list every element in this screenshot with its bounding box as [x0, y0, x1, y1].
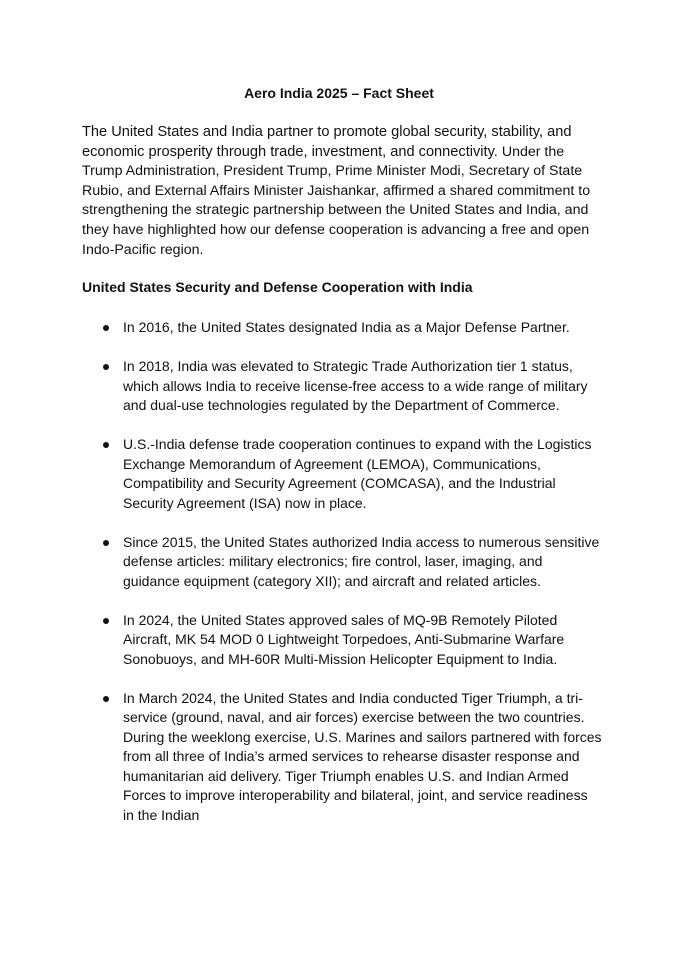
bullet-text: In March 2024, the United States and India conducted Tiger Triumph, a tri-service (ground, naval, and air forces) exercise between the two countries. During the weeklong exercise, U.S. Marines and sailors partnered with forces from all three of India’s armed services to rehearse disaster response and humanitarian aid delivery. Tiger Triumph enables U.S. and Indian Armed Forces to improve interoperability and bilateral, joint, and service readiness in the Indian	[123, 689, 602, 823]
bullet-item	[82, 357, 602, 416]
bullet-dot-icon	[103, 325, 109, 331]
bullet-dot-icon	[103, 364, 109, 370]
bullet-dot-icon	[103, 540, 109, 546]
intro-paragraph	[82, 123, 602, 260]
section-heading: United States Security and Defense Cooperation with India	[82, 279, 473, 295]
bullet-text: Since 2015, the United States authorized India access to numerous sensitive defense articles: military electronics; fire control, laser, imaging, and guidance equipment (category XII); and aircraft and related articles.	[123, 533, 600, 589]
bullet-item	[82, 533, 602, 592]
bullet-list	[82, 318, 602, 845]
bullet-item	[82, 689, 602, 826]
bullet-item	[82, 318, 602, 338]
bullet-text: In 2016, the United States designated India as a Major Defense Partner.	[123, 319, 570, 335]
bullet-item	[82, 611, 602, 670]
bullet-dot-icon	[103, 442, 109, 448]
bullet-text: U.S.-India defense trade cooperation continues to expand with the Logistics Exchange Memorandum of Agreement (LEMOA), Communications, Compatibility and Security Agreement (COMCASA), and the Industrial Security Agreement (ISA) now in place.	[123, 436, 592, 511]
page-title: Aero India 2025 – Fact Sheet	[244, 85, 434, 101]
bullet-text: In 2018, India was elevated to Strategic Trade Authorization tier 1 status, which allows India to receive license-free access to a wide range of military and dual-use technologies regulated by the Department of Commerce.	[123, 358, 588, 413]
bullet-text: In 2024, the United States approved sales of MQ-9B Remotely Piloted Aircraft, MK 54 MOD 0 Lightweight Torpedoes, Anti-Submarine Warfare Sonobuoys, and MH-60R Multi-Mission Helicopter Equipment to India.	[123, 611, 565, 667]
bullet-dot-icon	[103, 696, 109, 702]
bullet-item	[82, 435, 602, 513]
bullet-dot-icon	[103, 618, 109, 624]
intro-body-text: Under the Trump Administration, President Trump, Prime Minister Modi, Secretary of State Rubio, and External Affairs Minister Jaishankar, affirmed a shared commitment to strengthening the strategic partnership between the United States and India, and they have highlighted how our defense cooperation is advancing a free and open Indo-Pacific region.	[82, 143, 591, 258]
intro-lead-text: The United States and India partner to promote global security, stability, and economic prosperity through trade, investment, and connectivity.	[82, 124, 572, 160]
